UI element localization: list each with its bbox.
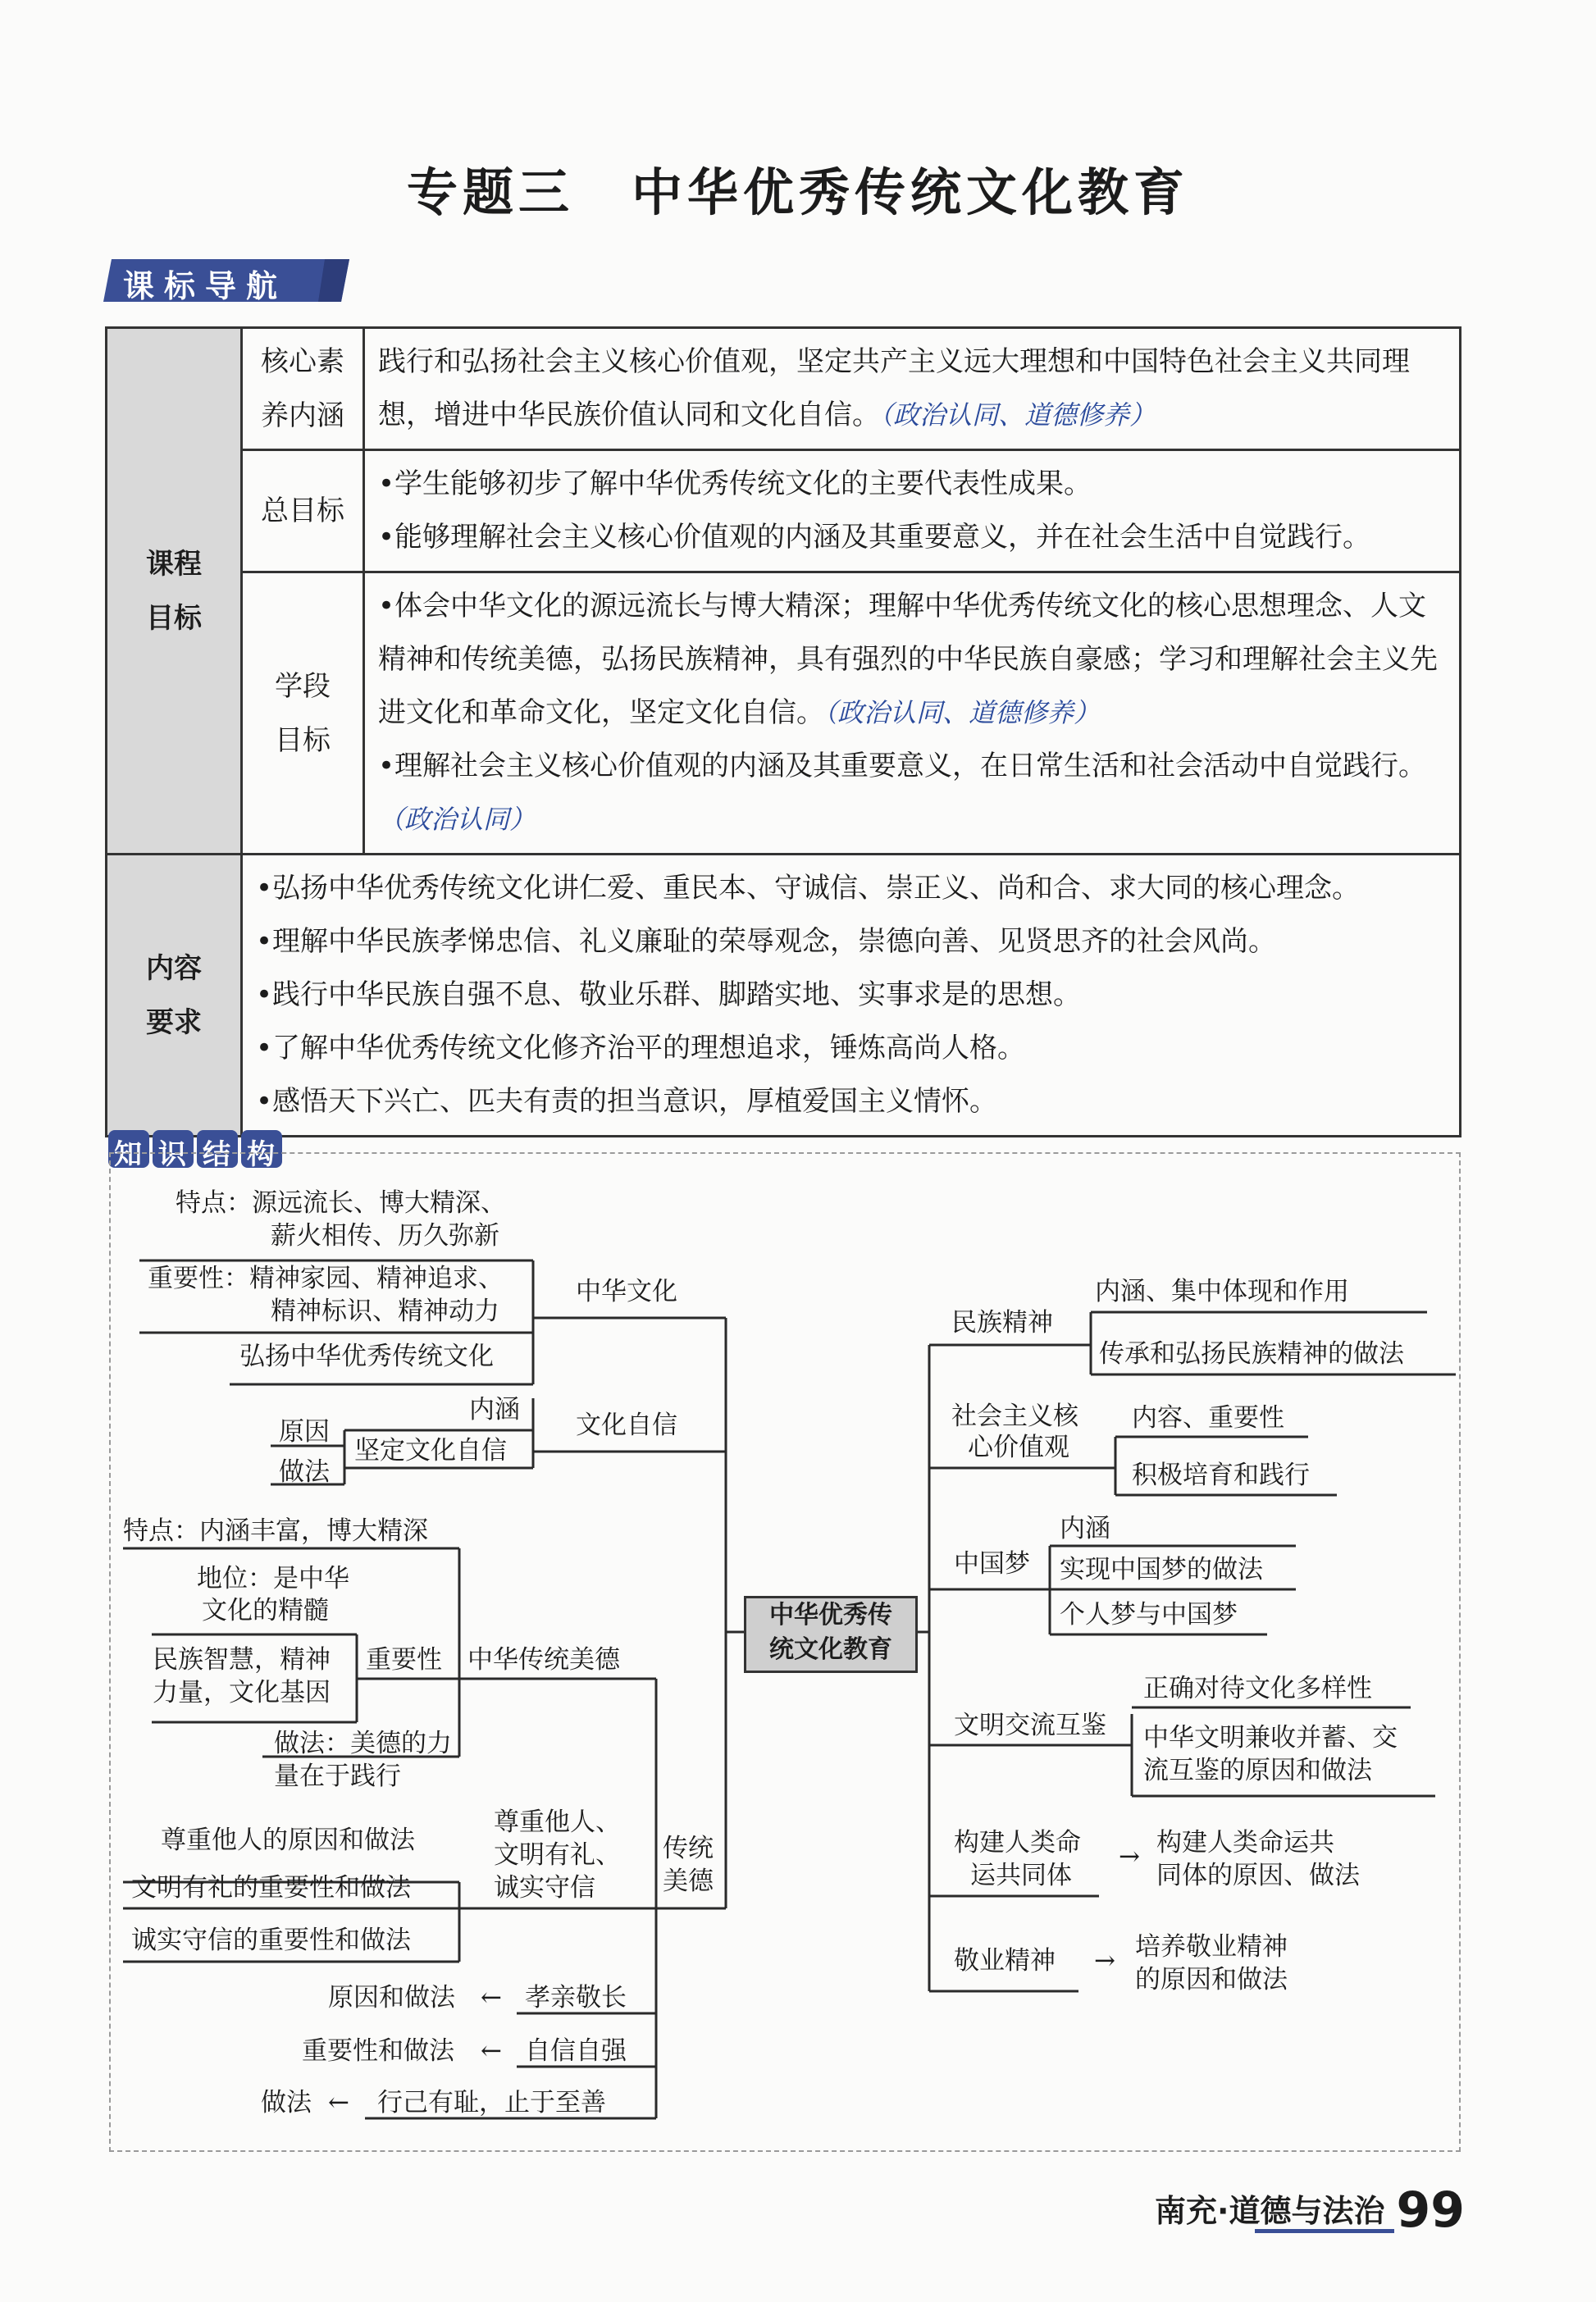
map-text-r3-b: 实现中国梦的做法 bbox=[1060, 1555, 1263, 1584]
map-text-c-wis-2: 力量，文化基因 bbox=[153, 1678, 331, 1707]
map-text-a-promote: 弘扬中华优秀传统文化 bbox=[239, 1342, 494, 1371]
map-text-r4-b1: 中华文明兼收并蓄、交 bbox=[1143, 1723, 1398, 1753]
map-node-mingyun-2: 运共同体 bbox=[970, 1861, 1072, 1890]
map-text-e-1b: 孝亲敬长 bbox=[525, 1983, 627, 2013]
title-part1: 专题三 bbox=[406, 162, 574, 222]
map-text-r6-a1: 培养敬业精神 bbox=[1135, 1932, 1288, 1962]
arrow-right-icon: → bbox=[1119, 1842, 1140, 1871]
map-text-r4-b2: 流互鉴的原因和做法 bbox=[1143, 1756, 1372, 1785]
map-text-c-pos-1: 地位：是中华 bbox=[197, 1564, 349, 1593]
map-node-minzu-jingshen: 民族精神 bbox=[951, 1308, 1053, 1338]
map-text-b-firm: 坚定文化自信 bbox=[354, 1436, 507, 1466]
map-text-r1-b: 传承和弘扬民族精神的做法 bbox=[1099, 1339, 1404, 1369]
map-text-r3-a: 内涵 bbox=[1060, 1514, 1110, 1543]
map-node-zhonghua-wenhua: 中华文化 bbox=[576, 1277, 677, 1306]
map-node-mingyun-1: 构建人类命 bbox=[954, 1828, 1081, 1858]
map-text-e-2b: 自信自强 bbox=[525, 2036, 627, 2066]
map-text-b-neihan: 内涵 bbox=[469, 1395, 520, 1425]
map-text-e-3a: 做法 bbox=[261, 2088, 312, 2117]
arrow-left-icon: ← bbox=[481, 1983, 502, 2013]
banner-char: 结 bbox=[203, 1138, 230, 1171]
arrow-left-icon: ← bbox=[328, 2088, 349, 2117]
map-text-a-imp-1: 重要性：精神家园、精神追求、 bbox=[148, 1264, 504, 1293]
map-node-wenhua-zixin: 文化自信 bbox=[576, 1411, 677, 1440]
map-node-trad-1: 传统 bbox=[663, 1834, 714, 1863]
row-label-line: 内容 bbox=[146, 951, 202, 985]
list-item: •感悟天下兴亡、匹夫有责的担当意识，厚植爱国主义情怀。 bbox=[256, 1085, 998, 1118]
map-node-hexin-jiazhi-2: 心价值观 bbox=[968, 1433, 1069, 1462]
row-label-line: 目标 bbox=[146, 601, 202, 635]
list-item: •了解中华优秀传统文化修齐治平的理想追求，锤炼高尚人格。 bbox=[256, 1032, 1026, 1064]
map-node-zhongguo-meng: 中国梦 bbox=[954, 1549, 1030, 1579]
map-text-r5-a2: 同体的原因、做法 bbox=[1156, 1861, 1360, 1890]
footer-underline bbox=[1255, 2229, 1394, 2236]
map-text-d-1: 尊重他人的原因和做法 bbox=[161, 1826, 415, 1855]
footer-region: 南充 bbox=[1155, 2193, 1218, 2229]
map-text-e-2a: 重要性和做法 bbox=[302, 2036, 454, 2066]
list-item: •能够理解社会主义核心价值观的内涵及其重要意义，并在社会生活中自觉践行。 bbox=[378, 521, 1371, 554]
sub-label-line: 目标 bbox=[275, 723, 331, 757]
map-text-d-mid-2: 文明有礼、 bbox=[494, 1840, 621, 1870]
map-text-d-3: 诚实守信的重要性和做法 bbox=[131, 1926, 411, 1955]
map-node-hexin-jiazhi-1: 社会主义核 bbox=[951, 1402, 1078, 1431]
stage-item2-text: •理解社会主义核心价值观的内涵及其重要意义，在日常生活和社会活动中自觉践行。 bbox=[378, 750, 1427, 782]
map-center-node bbox=[744, 1596, 918, 1673]
map-node-chuantong-meide: 中华传统美德 bbox=[467, 1645, 620, 1675]
map-text-e-1a: 原因和做法 bbox=[328, 1983, 455, 2013]
page-number: 99 bbox=[1396, 2181, 1465, 2239]
list-item: •学生能够初步了解中华优秀传统文化的主要代表性成果。 bbox=[378, 467, 1092, 500]
banner-kebiao-label: 课标导航 bbox=[123, 268, 288, 304]
map-text-r4-a: 正确对待文化多样性 bbox=[1143, 1674, 1372, 1703]
list-item: •弘扬中华优秀传统文化讲仁爱、重民本、守诚信、崇正义、尚和合、求大同的核心理念。 bbox=[256, 872, 1361, 905]
map-text-r5-a1: 构建人类命运共 bbox=[1156, 1828, 1334, 1858]
map-text-e-3b: 行己有耻，止于至善 bbox=[377, 2088, 606, 2117]
stage-item1-text: •体会中华文化的源远流长与博大精深；理解中华优秀传统文化的核心思想理念、人文精神和传统美德，弘扬民族精神，具有强烈的中华民族自豪感；学习和理解社会主义先进文化和革命文化，坚定文化自信。 bbox=[378, 590, 1438, 729]
map-text-c-pos-2: 文化的精髓 bbox=[202, 1596, 329, 1625]
footer-subject: 道德与法治 bbox=[1229, 2193, 1385, 2229]
center-line: 统文化教育 bbox=[769, 1635, 892, 1664]
footer-dot: · bbox=[1217, 2193, 1229, 2229]
list-item: •理解中华民族孝悌忠信、礼义廉耻的荣辱观念，崇德向善、见贤思齐的社会风尚。 bbox=[256, 925, 1277, 958]
map-text-c-imp: 重要性 bbox=[366, 1645, 442, 1675]
sub-label-overall: 总目标 bbox=[242, 450, 364, 572]
arrow-right-icon: → bbox=[1094, 1946, 1115, 1976]
map-text-r6-a2: 的原因和做法 bbox=[1135, 1965, 1288, 1994]
map-text-a-trait-1: 特点：源远流长、博大精深、 bbox=[176, 1188, 506, 1218]
row-label-line: 要求 bbox=[146, 1005, 202, 1039]
row-label-line: 课程 bbox=[146, 547, 202, 581]
map-text-a-imp-2: 精神标识、精神动力 bbox=[271, 1297, 499, 1326]
title-part2: 中华优秀传统文化教育 bbox=[632, 162, 1190, 222]
map-text-r2-b: 积极培育和践行 bbox=[1132, 1461, 1310, 1490]
map-text-r2-a: 内容、重要性 bbox=[1132, 1403, 1284, 1433]
map-node-jingye-jingshen: 敬业精神 bbox=[954, 1946, 1056, 1976]
map-node-wenming-jiaoliu: 文明交流互鉴 bbox=[954, 1711, 1106, 1740]
stage-item1-tag: （政治认同、道德修养） bbox=[824, 697, 1101, 728]
map-text-r3-c: 个人梦与中国梦 bbox=[1060, 1600, 1238, 1630]
banner-char: 知 bbox=[114, 1138, 142, 1171]
map-text-c-trait: 特点：内涵丰富，博大精深 bbox=[123, 1516, 428, 1546]
map-text-c-wis-1: 民族智慧，精神 bbox=[153, 1645, 331, 1675]
sub-label-line: 学段 bbox=[275, 669, 331, 703]
center-line: 中华优秀传 bbox=[769, 1601, 892, 1630]
map-node-trad-2: 美德 bbox=[663, 1867, 714, 1896]
map-text-c-do-1: 做法：美德的力 bbox=[274, 1729, 452, 1758]
map-text-d-mid-3: 诚实守信 bbox=[494, 1873, 595, 1903]
map-text-r1-a: 内涵、集中体现和作用 bbox=[1095, 1277, 1349, 1306]
banner-char: 构 bbox=[247, 1138, 275, 1171]
stage-item2-tag: （政治认同） bbox=[378, 804, 536, 835]
sub-label-line: 核心素 bbox=[261, 345, 344, 378]
sub-label-line: 养内涵 bbox=[261, 399, 344, 432]
list-item: •践行中华民族自强不息、敬业乐群、脚踏实地、实事求是的思想。 bbox=[256, 978, 1082, 1011]
core-tag: （政治认同、道德修养） bbox=[880, 399, 1156, 431]
banner-char: 识 bbox=[158, 1138, 186, 1171]
map-text-b-reason: 原因 bbox=[279, 1417, 330, 1447]
map-text-b-method: 做法 bbox=[279, 1457, 330, 1487]
map-text-c-do-2: 量在于践行 bbox=[274, 1762, 401, 1791]
map-text-a-trait-2: 薪火相传、历久弥新 bbox=[271, 1221, 499, 1251]
arrow-left-icon: ← bbox=[481, 2036, 502, 2066]
map-text-d-mid-1: 尊重他人、 bbox=[494, 1807, 621, 1837]
core-text: 践行和弘扬社会主义核心价值观，坚定共产主义远大理想和中国特色社会主义共同理想，增进中华民族价值认同和文化自信。 bbox=[378, 345, 1410, 431]
map-text-d-2: 文明有礼的重要性和做法 bbox=[131, 1873, 411, 1903]
